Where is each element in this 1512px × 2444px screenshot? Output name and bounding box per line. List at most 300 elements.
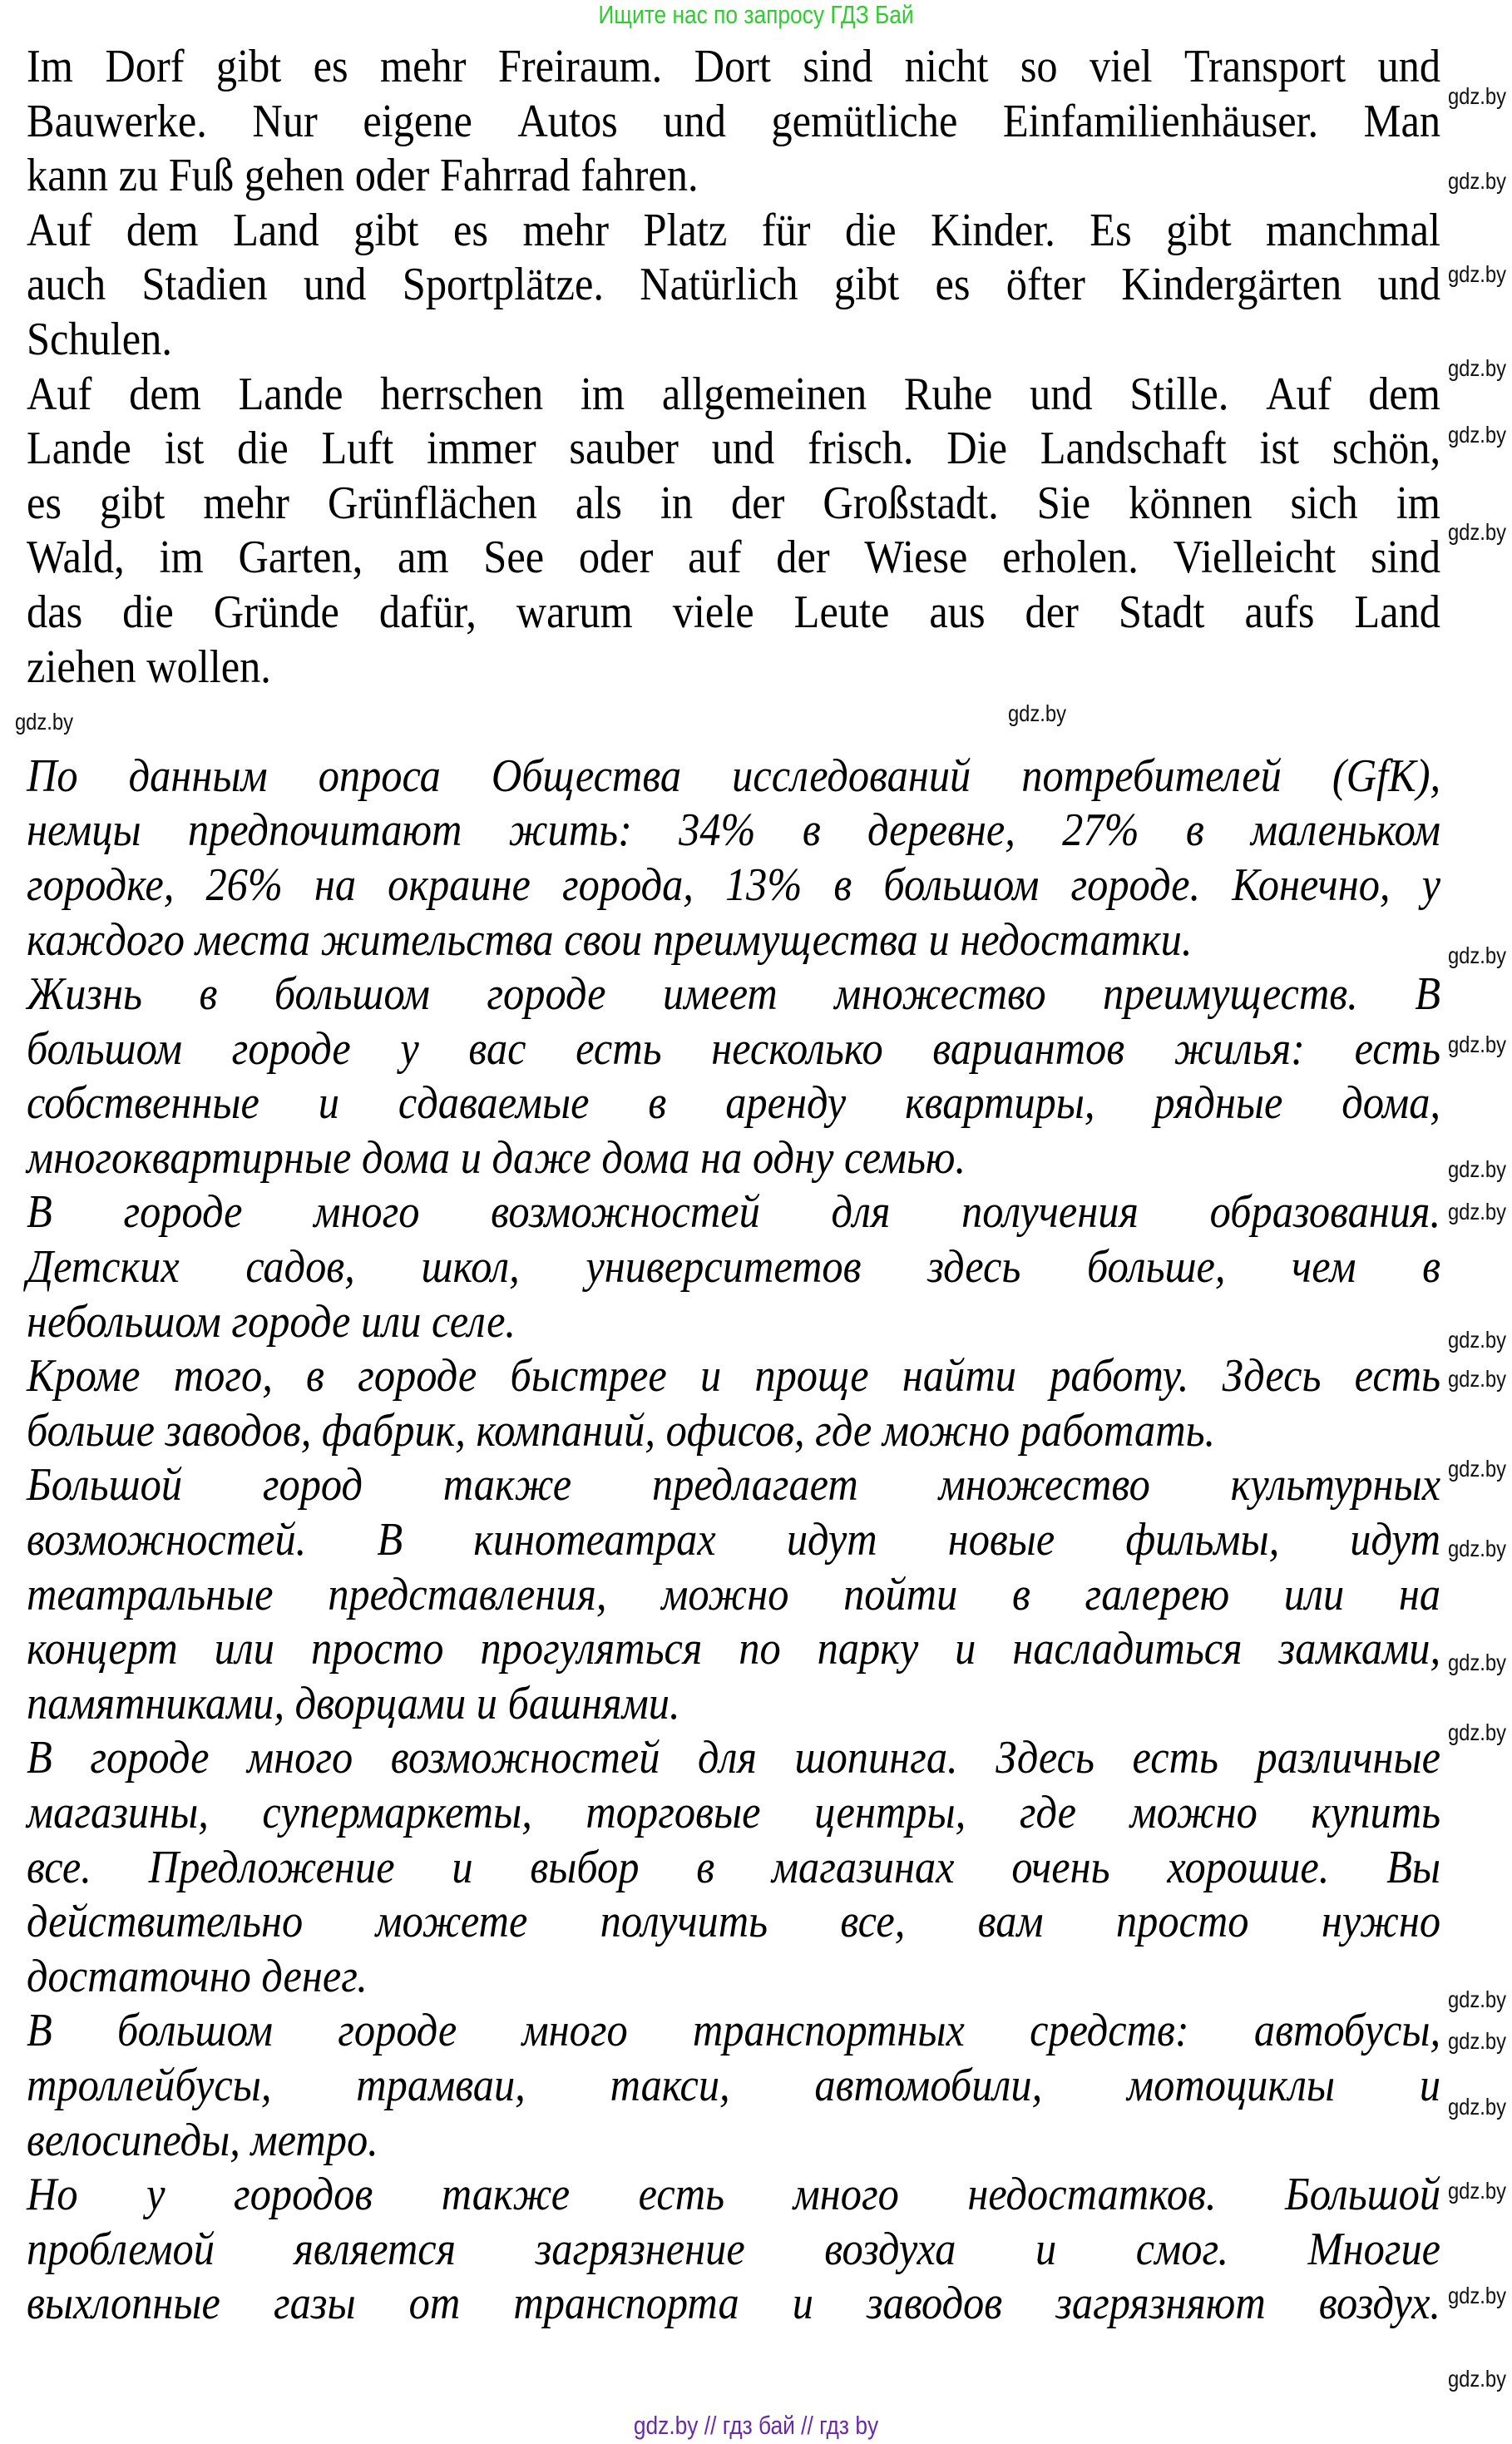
text-line (27, 2168, 1440, 2223)
word: много (793, 2169, 899, 2221)
text-line (27, 641, 1440, 695)
word: многоквартирные (27, 1131, 352, 1184)
word: школ, (421, 1241, 520, 1294)
word: aus (929, 586, 986, 638)
word: проблемой (27, 2223, 215, 2275)
word: действительно (27, 1896, 304, 1948)
word: auch (27, 259, 106, 311)
word: городе. (1070, 858, 1201, 911)
word: башнями. (507, 1677, 680, 1729)
word: много (521, 2005, 628, 2057)
word: Land (233, 204, 319, 256)
watermark: gdz.by (1447, 1327, 1507, 1353)
word: eigene (363, 95, 472, 147)
word: Transport (1183, 41, 1346, 92)
word: много (247, 1732, 353, 1784)
word: возможностей (491, 1186, 760, 1239)
text-line (27, 1731, 1440, 1786)
word: есть (1132, 1732, 1218, 1784)
paragraph (27, 204, 1440, 368)
word: недостатки. (960, 913, 1193, 966)
word: здесь (927, 1241, 1021, 1294)
word: фильмы, (1125, 1514, 1280, 1566)
word: sind (1371, 532, 1441, 584)
word: als (575, 477, 622, 529)
word: Предложение (148, 1841, 395, 1893)
word: вариантов (932, 1022, 1125, 1075)
word: so (1020, 41, 1058, 92)
word: центры, (814, 1787, 966, 1838)
text-line (27, 258, 1440, 313)
word: mehr (379, 41, 467, 92)
word: свои (564, 913, 643, 966)
watermark: gdz.by (1447, 2028, 1507, 2054)
word: gemütliche (771, 95, 958, 147)
word: пойти (843, 1568, 958, 1620)
word: в (1011, 1568, 1030, 1620)
word: заводов, (165, 1404, 312, 1457)
word: oder (578, 532, 654, 584)
watermark: gdz.by (14, 709, 74, 735)
word: die (122, 586, 174, 638)
word: супермаркеты, (262, 1787, 532, 1838)
word: аренду (725, 1077, 847, 1130)
word: жить: (508, 804, 632, 857)
word: транспортных (692, 2005, 965, 2057)
word: Bauwerke. (27, 95, 207, 147)
word: Grünflächen (327, 477, 537, 529)
word: преимущества (652, 913, 918, 966)
word: недостатков. (967, 2169, 1217, 2221)
word: можно (882, 1404, 1010, 1457)
word: Но (27, 2169, 78, 2221)
word: идут (786, 1514, 877, 1566)
word: 13% (724, 858, 803, 911)
word: В (27, 1186, 52, 1239)
footer-links[interactable]: gdz.by // гдз бай // гдз by (633, 2411, 879, 2440)
word: магазины, (27, 1787, 209, 1838)
word: dem (126, 204, 199, 256)
word: Wald, (27, 532, 125, 584)
word: является (294, 2223, 457, 2275)
word: шопинга. (794, 1732, 958, 1784)
word: и (1419, 2059, 1441, 2111)
word: нужно (1321, 1896, 1441, 1948)
word: и (460, 1131, 482, 1184)
text-line (27, 2059, 1440, 2114)
word: того, (173, 1350, 273, 1403)
word: wollen. (146, 641, 271, 693)
word: Land (1354, 586, 1440, 638)
word: Wiese (864, 532, 968, 584)
watermark: gdz.by (1447, 942, 1507, 968)
word: метро. (250, 2114, 378, 2166)
word: или (214, 1623, 274, 1675)
text-line (27, 804, 1440, 858)
word: Auf (27, 204, 92, 256)
word: чем (1292, 1241, 1356, 1294)
word: торговые (586, 1787, 761, 1838)
word: хорошие. (1167, 1841, 1330, 1893)
word: можете (375, 1896, 528, 1948)
word: жилья: (1174, 1022, 1305, 1075)
word: Auf (1266, 368, 1332, 420)
word: средств: (1030, 2005, 1189, 2057)
word: Lande (27, 423, 131, 475)
word: найти (902, 1350, 1016, 1403)
word: просто (1115, 1896, 1249, 1948)
word: городе (123, 1186, 243, 1239)
word: в (833, 858, 852, 911)
word: на (1398, 1568, 1441, 1620)
text-line (27, 1076, 1440, 1131)
word: выбор (530, 1841, 640, 1893)
word: В (377, 1514, 403, 1566)
paragraph (27, 2168, 1440, 2332)
word: предпочитают (187, 804, 462, 857)
word: mehr (203, 477, 289, 529)
word: dafür, (378, 586, 477, 638)
word: города, (562, 858, 694, 911)
text-line (27, 95, 1440, 150)
word: концерт (27, 1623, 178, 1675)
word: больше (27, 1404, 155, 1457)
word: и (1035, 2223, 1057, 2275)
word: Kinder. (931, 204, 1055, 256)
word: und (711, 423, 775, 475)
search-hint-banner[interactable]: Ищите нас по запросу ГДЗ Бай (598, 0, 914, 29)
word: небольшом (27, 1295, 221, 1348)
word: dem (1368, 368, 1440, 420)
word: потребителей (1021, 750, 1282, 802)
word: все, (840, 1896, 906, 1948)
word: можно (661, 1568, 789, 1620)
word: Sie (1036, 477, 1091, 529)
word: Dorf (105, 41, 185, 92)
word: Детских (27, 1241, 180, 1294)
paragraph (27, 2004, 1440, 2168)
word: магазинах (771, 1841, 955, 1893)
watermark: gdz.by (1447, 1536, 1507, 1561)
word: können (1129, 477, 1253, 529)
word: Fuß (168, 150, 235, 202)
word: Вы (1386, 1841, 1441, 1893)
word: проще (754, 1350, 869, 1403)
word: автобусы, (1253, 2005, 1441, 2057)
word: возможностей. (27, 1514, 307, 1566)
word: das (27, 586, 83, 638)
word: В (27, 1732, 52, 1784)
word: трамваи, (356, 2059, 526, 2111)
word: Garten, (238, 532, 363, 584)
word: Fahrrad (439, 150, 571, 202)
paragraph (27, 1349, 1440, 1458)
word: быстрее (510, 1350, 667, 1403)
word: заводов (866, 2278, 1003, 2330)
text-line (27, 967, 1440, 1022)
word: aufs (1244, 586, 1315, 638)
word: много (314, 1186, 420, 1239)
word: 27% (1062, 804, 1139, 857)
word: новые (947, 1514, 1055, 1566)
word: исследований (732, 750, 971, 802)
word: и (318, 1077, 339, 1130)
text-line (27, 1786, 1440, 1841)
word: oder (354, 150, 430, 202)
word: der (776, 532, 830, 584)
word: компаний, (476, 1404, 655, 1457)
word: от (408, 2278, 461, 2330)
word: Es (1090, 204, 1132, 256)
word: в (306, 1350, 324, 1403)
word: дома, (1342, 1077, 1441, 1130)
word: собственные (27, 1077, 259, 1130)
word: работу. (1050, 1350, 1189, 1403)
word: памятниками, (27, 1677, 285, 1729)
word: frisch. (808, 423, 914, 475)
word: селе. (432, 1295, 516, 1348)
word: получить (600, 1896, 768, 1948)
word: Большой (27, 1459, 183, 1511)
text-line (27, 1349, 1440, 1404)
word: просто (310, 1623, 444, 1675)
watermark: gdz.by (1447, 1650, 1507, 1675)
text-line (27, 2114, 1440, 2169)
word: в (696, 1841, 715, 1893)
word: вам (977, 1896, 1044, 1948)
word: es (313, 41, 348, 92)
word: квартиры, (905, 1077, 1095, 1130)
paragraph (27, 750, 1440, 967)
word: und (1377, 259, 1441, 311)
word: Здесь (1222, 1350, 1322, 1403)
word: даже (492, 1131, 591, 1184)
word: работать. (1020, 1404, 1216, 1457)
word: большом (27, 1022, 183, 1075)
word: Stille. (1129, 368, 1229, 420)
word: имеет (662, 968, 778, 1021)
word: автомобили, (814, 2059, 1043, 2111)
word: viel (1089, 41, 1153, 92)
word: можно (1129, 1787, 1258, 1838)
word: (GfK), (1332, 750, 1441, 802)
text-line (27, 40, 1440, 95)
word: где (815, 1404, 872, 1457)
word: в (1422, 1241, 1441, 1294)
word: сдаваемые (398, 1077, 590, 1130)
word: больше, (1086, 1241, 1226, 1294)
word: маленьком (1250, 804, 1441, 857)
word: Кроме (27, 1350, 141, 1403)
word: Gründe (213, 586, 339, 638)
word: в (1185, 804, 1204, 857)
text-line (27, 1458, 1440, 1513)
watermark: gdz.by (1447, 168, 1507, 194)
watermark: gdz.by (1447, 1366, 1507, 1392)
watermark: gdz.by (1447, 1032, 1507, 1057)
word: театральные (27, 1568, 274, 1620)
word: erholen. (1002, 532, 1139, 584)
word: ist (1259, 423, 1300, 475)
word: выхлопные (27, 2278, 220, 2330)
word: различные (1256, 1732, 1441, 1784)
word: Sportplätze. (402, 259, 604, 311)
text-line (27, 1404, 1440, 1459)
text-line (27, 1677, 1440, 1732)
word: образования. (1209, 1186, 1441, 1239)
word: каждого (27, 913, 185, 966)
word: такси, (610, 2059, 730, 2111)
word: 34% (679, 804, 756, 857)
word: in (660, 477, 694, 529)
word: Здесь (996, 1732, 1094, 1784)
word: im (580, 368, 625, 420)
word: Конечно, (1232, 858, 1391, 911)
word: Kindergärten (1121, 259, 1342, 311)
word: Stadien (141, 259, 268, 311)
word: 26% (205, 858, 283, 911)
word: Vielleicht (1173, 532, 1337, 584)
word: es (453, 204, 489, 256)
text-line (27, 2277, 1440, 2332)
word: множество (938, 1459, 1150, 1511)
word: множество (834, 968, 1046, 1021)
word: und (663, 95, 726, 147)
text-line (27, 1513, 1440, 1568)
watermark: gdz.by (1007, 700, 1067, 726)
paragraph (27, 1185, 1440, 1349)
word: вас (468, 1022, 526, 1075)
text-line (27, 586, 1440, 641)
word: Natürlich (640, 259, 798, 311)
word: все. (27, 1841, 91, 1893)
word: herrschen (380, 368, 544, 420)
watermark: gdz.by (1447, 2283, 1507, 2308)
word: Auf (27, 368, 92, 420)
word: der (1025, 586, 1079, 638)
word: для (698, 1732, 757, 1784)
paragraph (27, 1731, 1440, 2004)
word: Man (1363, 95, 1441, 147)
watermark: gdz.by (1447, 355, 1507, 381)
word: большом (883, 858, 1040, 911)
word: где (1019, 1787, 1076, 1838)
text-line (27, 750, 1440, 804)
word: See (483, 532, 545, 584)
paragraph (27, 368, 1440, 695)
word: и (792, 2278, 813, 2330)
word: в (802, 804, 821, 857)
word: городе (90, 1732, 210, 1784)
text-line (27, 1240, 1440, 1295)
word: данным (128, 750, 268, 802)
word: на (314, 858, 357, 911)
word: одну (752, 1131, 834, 1184)
word: окраине (388, 858, 531, 911)
word: Многие (1307, 2223, 1441, 2275)
word: gehen (244, 150, 345, 202)
word: Luft (321, 423, 394, 475)
word: Autos (517, 95, 618, 147)
word: также (442, 1459, 572, 1511)
word: получения (961, 1186, 1139, 1239)
word: фабрик, (321, 1404, 466, 1457)
word: также (441, 2169, 571, 2221)
word: замками, (1278, 1623, 1441, 1675)
text-line (27, 1841, 1440, 1896)
watermark: gdz.by (1447, 1719, 1507, 1745)
text-line (27, 913, 1440, 968)
word: и (699, 1350, 722, 1403)
watermark: gdz.by (1447, 2366, 1507, 2392)
word: воздуха (824, 2223, 956, 2275)
word: и (452, 1841, 473, 1893)
word: am (397, 532, 449, 584)
watermark: gdz.by (1447, 2178, 1507, 2204)
text-line (27, 1568, 1440, 1623)
word: есть (576, 1022, 662, 1075)
word: Großstadt. (823, 477, 999, 529)
text-line (27, 1895, 1440, 1950)
word: идут (1350, 1514, 1441, 1566)
word: насладиться (1012, 1623, 1243, 1675)
word: городе (487, 968, 606, 1021)
text-line (27, 2223, 1440, 2278)
text-line (27, 368, 1440, 423)
word: Leute (793, 586, 890, 638)
word: городов (234, 2169, 373, 2221)
word: sauber (569, 423, 679, 475)
word: im (1396, 477, 1440, 529)
word: sich (1290, 477, 1358, 529)
word: Schulen. (27, 313, 172, 365)
word: gibt (99, 477, 166, 529)
word: городе (231, 1022, 351, 1075)
word: und (1377, 41, 1441, 92)
word: представления, (328, 1568, 607, 1620)
text-line (27, 1950, 1440, 2005)
word: в (199, 968, 218, 1021)
word: manchmal (1266, 204, 1440, 256)
paragraph (27, 1458, 1440, 1731)
watermark: gdz.by (1447, 1156, 1507, 1182)
word: gibt (833, 259, 900, 311)
word: öfter (1006, 259, 1085, 311)
paragraph (27, 967, 1440, 1185)
word: места (195, 913, 311, 966)
word: садов, (245, 1241, 355, 1294)
word: очень (1011, 1841, 1110, 1893)
word: преимуществ. (1103, 968, 1358, 1021)
word: возможностей (390, 1732, 660, 1784)
word: kann (27, 150, 108, 202)
word: есть (1354, 1022, 1441, 1075)
word: warum (516, 586, 633, 638)
word: Platz (643, 204, 728, 256)
word: по (739, 1623, 781, 1675)
word: или (1283, 1568, 1345, 1620)
word: достаточно (27, 1950, 251, 2002)
word: Die (946, 423, 1008, 475)
word: auf (688, 532, 742, 584)
word: и (955, 1623, 976, 1675)
word: allgemeinen (661, 368, 867, 420)
word: предлагает (652, 1459, 858, 1511)
word: Landschaft (1040, 423, 1227, 475)
word: воздух. (1318, 2278, 1441, 2330)
word: кинотеатрах (473, 1514, 716, 1566)
text-line (27, 422, 1440, 477)
